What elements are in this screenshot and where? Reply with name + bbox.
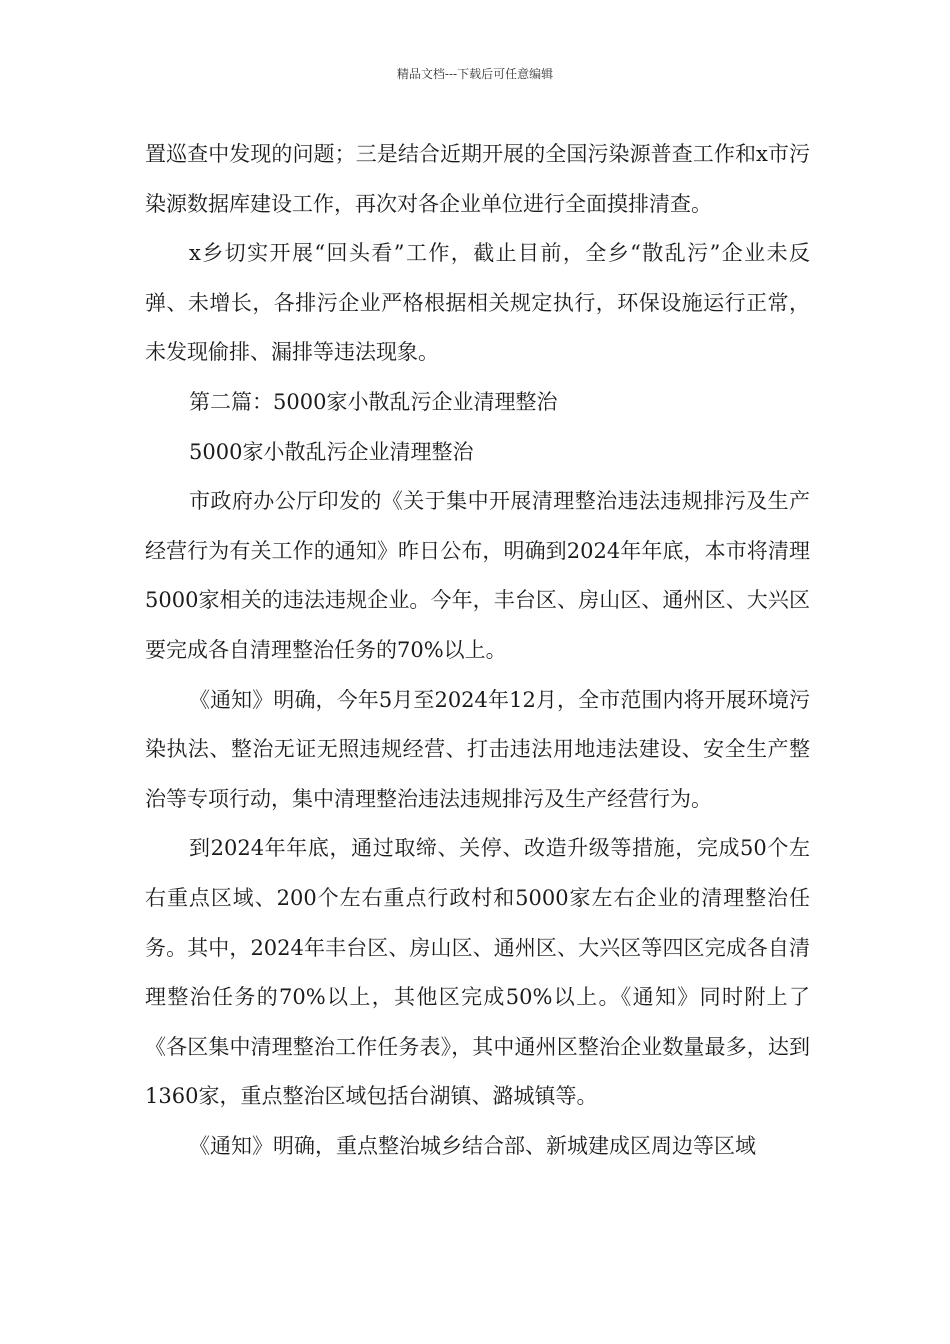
page-header: 精品文档---下载后可任意编辑	[396, 67, 554, 81]
section-heading: 第二篇：5000家小散乱污企业清理整治	[189, 389, 558, 414]
paragraph-8: 《通知》明确，重点整治城乡结合部、新城建成区周边等区域	[189, 1133, 756, 1158]
paragraph-6: 《通知》明确，今年5月至2024年12月，全市范围内将开展环境污染执法、整治无证无照违规经营、打击违法用地违法建设、安全生产整治等专项行动，集中清理整治违法违规排污及生产经营行为。	[145, 687, 810, 811]
paragraph-2: x乡切实开展“回头看”工作，截止目前，全乡“散乱污”企业未反弹、未增长，各排污企业严格根据相关规定执行，环保设施运行正常，未发现偷排、漏排等违法现象。	[145, 241, 810, 365]
paragraph-1: 置巡查中发现的问题；三是结合近期开展的全国污染源普查工作和x市污染源数据库建设工作，再次对各企业单位进行全面摸排清查。	[145, 142, 810, 216]
article-title: 5000家小散乱污企业清理整治	[189, 439, 474, 464]
paragraph-5: 市政府办公厅印发的《关于集中开展清理整治违法违规排污及生产经营行为有关工作的通知》昨日公布，明确到2024年年底，本市将清理5000家相关的违法违规企业。今年，丰台区、房山区、通州区、大兴区要完成各自清理整治任务的70%以上。	[145, 489, 810, 662]
document-body	[145, 130, 810, 1171]
paragraph-7: 到2024年年底，通过取缔、关停、改造升级等措施，完成50个左右重点区域、200个左右重点行政村和5000家左右企业的清理整治任务。其中，2024年丰台区、房山区、通州区、大兴区等四区完成各自清理整治任务的70%以上，其他区完成50%以上。《通知》同时附上了《各区集中清理整治工作任务表》，其中通州区整治企业数量最多，达到1360家，重点整治区域包括台湖镇、潞城镇等。	[145, 836, 810, 1109]
